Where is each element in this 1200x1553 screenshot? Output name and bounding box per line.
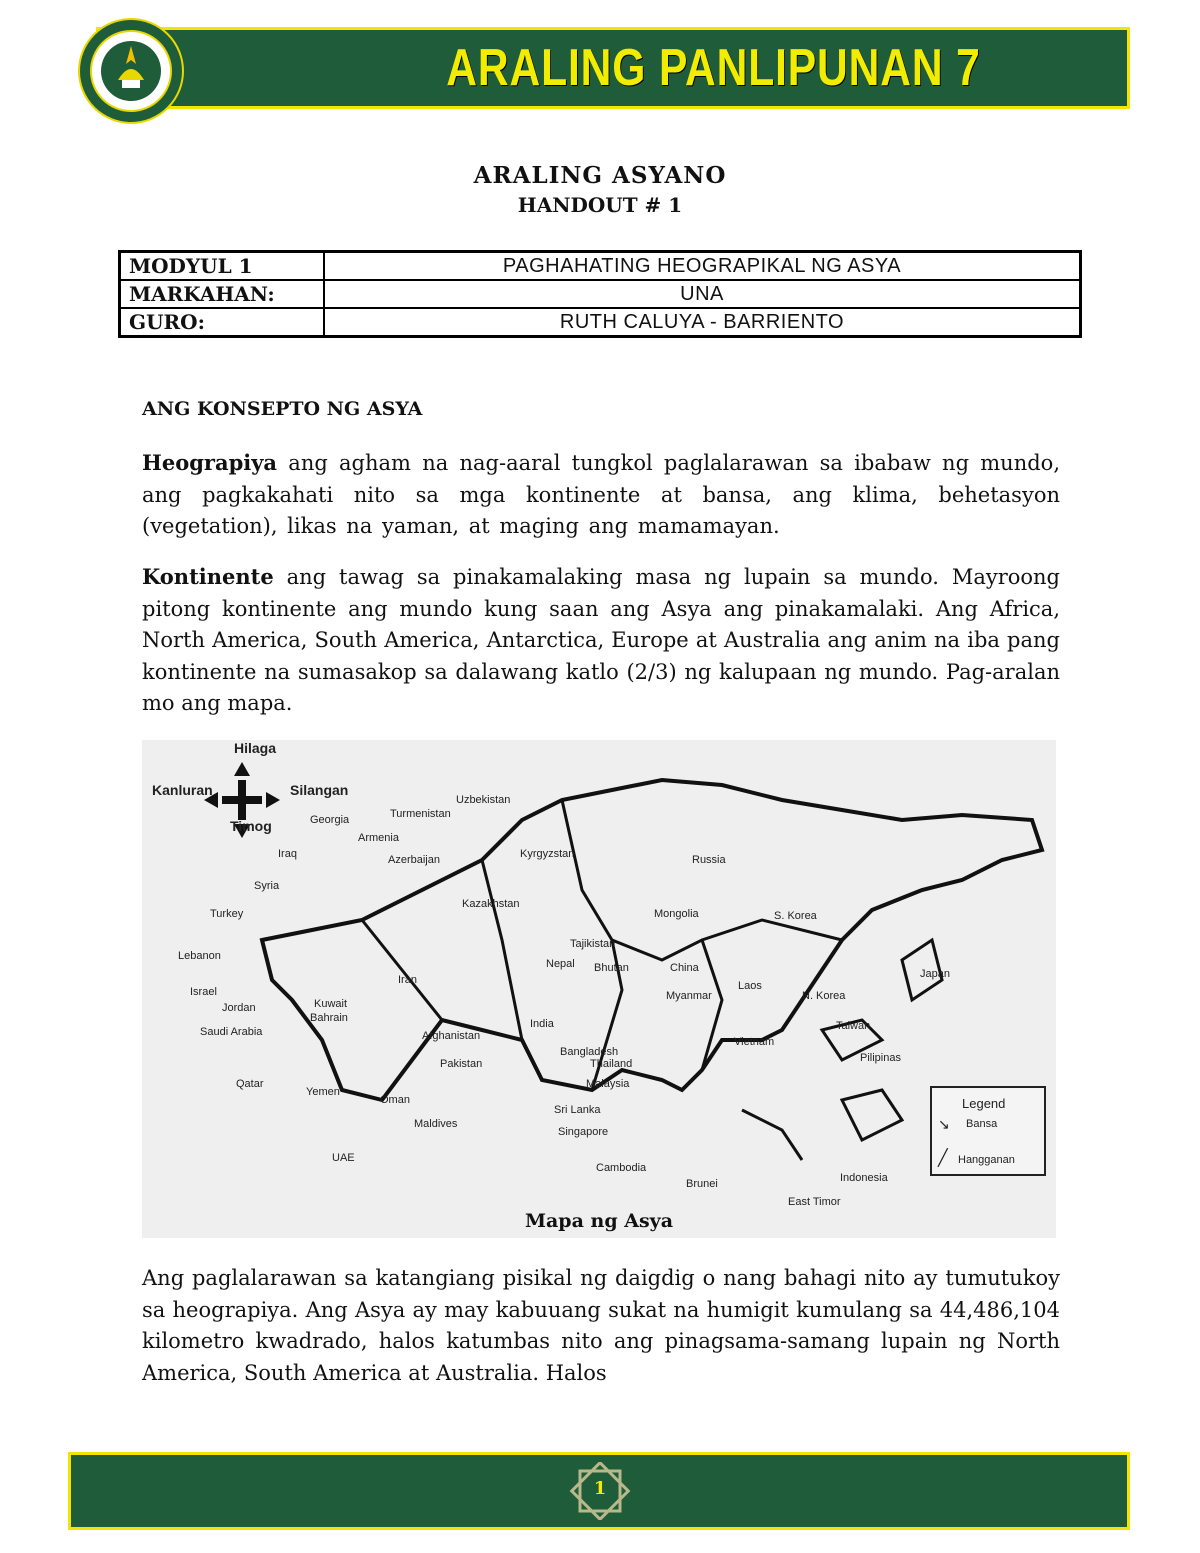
map-label: Bhutan: [594, 962, 629, 974]
map-label: Armenia: [358, 832, 399, 844]
map-label: Kazakhstan: [462, 898, 520, 910]
map-label: Afghanistan: [422, 1030, 481, 1042]
map-label: Taiwan: [836, 1020, 871, 1032]
map-label: Lebanon: [178, 950, 221, 962]
legend-item: Hangganan: [958, 1154, 1015, 1166]
table-row: [120, 252, 1081, 281]
map-label: Israel: [190, 986, 217, 998]
paragraph-text: ang tawag sa pinakamalaking masa ng lupain sa mundo. Mayroong pitong kontinente ang mundo kung saan ang Asya ang pinakamalaki. Ang Africa, North America, South America, Antarctica, Europe at Australia ang anim na iba pang kontinente na sumasakop sa dalawang katlo (2/3) ng kalupaan ng mundo. Pag-aralan mo ang mapa.: [142, 565, 1060, 715]
page-number: 1: [593, 1478, 607, 1499]
map-label: Nepal: [546, 958, 575, 970]
map-label: Pilipinas: [860, 1052, 901, 1064]
term-heograpiya: Heograpiya: [142, 450, 278, 475]
map-label: Bahrain: [310, 1012, 348, 1024]
school-logo: [78, 18, 184, 124]
map-label: Singapore: [558, 1126, 609, 1138]
map-label: Qatar: [236, 1078, 264, 1090]
paragraph-text: ang agham na nag-aaral tungkol paglalarawan sa ibabaw ng mundo, ang pagkakahati nito sa mga kontinente at bansa, ang klima, behetasyon (vegetation), likas na yaman, at maging ang mamamayan.: [142, 451, 1060, 538]
map-label: Vietnam: [734, 1036, 775, 1048]
map-label: Thailand: [590, 1058, 633, 1070]
map-label: India: [530, 1018, 554, 1030]
map-label: Sri Lanka: [554, 1104, 601, 1116]
map-label: Yemen: [306, 1086, 340, 1098]
map-label: Japan: [920, 968, 950, 980]
table-key: MODYUL 1: [120, 252, 325, 281]
map-label: Maldives: [414, 1118, 458, 1130]
compass-west: Kanluran: [152, 782, 213, 798]
table-value: PAGHAHATING HEOGRAPIKAL NG ASYA: [324, 252, 1081, 281]
compass-north: Hilaga: [234, 740, 277, 756]
map-label: Myanmar: [666, 990, 712, 1002]
map-label: Russia: [692, 854, 726, 866]
paragraph-heograpiya-asya: [142, 1263, 1060, 1389]
document-subtitle: HANDOUT # 1: [517, 193, 683, 217]
section-heading: ANG KONSEPTO NG ASYA: [142, 398, 423, 420]
table-value: UNA: [324, 280, 1081, 308]
map-label: S. Korea: [774, 910, 817, 922]
map-label: Turkey: [210, 908, 244, 920]
legend-item: Bansa: [966, 1118, 998, 1130]
table-row: [120, 308, 1081, 337]
compass-east: Silangan: [290, 782, 349, 798]
map-label: Turmenistan: [390, 808, 451, 820]
map-label: Uzbekistan: [456, 794, 511, 806]
paragraph-text: Ang paglalarawan sa katangiang pisikal ng daigdig o nang bahagi nito ay tumutukoy sa heograpiya. Ang Asya ay may kabuuang sukat na humigit kumulang sa 44,486,104 kilometro kwadrado, halos katumbas nito ang pinagsama-samang lupain ng North America, South America at Australia. Halos: [142, 1266, 1060, 1385]
map-label: Mongolia: [654, 908, 699, 920]
map-label: Brunei: [686, 1178, 718, 1190]
table-value: RUTH CALUYA - BARRIENTO: [324, 308, 1081, 337]
map-label: Syria: [254, 880, 280, 892]
paragraph-kontinente: [142, 561, 1060, 720]
map-label: East Timor: [788, 1196, 841, 1208]
map-label: Bangladesh: [560, 1046, 619, 1058]
map-label: Oman: [380, 1094, 410, 1106]
asia-map: [142, 740, 1056, 1238]
map-label: Georgia: [310, 814, 350, 826]
legend-title: Legend: [962, 1096, 1006, 1111]
header-banner: [96, 27, 1130, 109]
map-label: Kuwait: [314, 998, 348, 1010]
map-label: Tajikistan: [570, 938, 616, 950]
map-label: UAE: [332, 1152, 355, 1164]
map-label: Malaysia: [586, 1078, 630, 1090]
map-label: Iran: [398, 974, 417, 986]
map-label: Pakistan: [440, 1058, 483, 1070]
table-row: [120, 280, 1081, 308]
table-key: MARKAHAN:: [120, 280, 325, 308]
map-caption: Mapa ng Asya: [524, 1210, 674, 1232]
map-label: Indonesia: [840, 1172, 888, 1184]
header-title: ARALING PANLIPUNAN 7: [446, 39, 981, 97]
document-title: ARALING ASYANO: [473, 162, 727, 189]
map-label: Saudi Arabia: [200, 1026, 263, 1038]
map-label: Kyrgyzstan: [520, 848, 575, 860]
term-kontinente: Kontinente: [142, 564, 274, 589]
arrow-icon: ↘: [938, 1116, 950, 1132]
map-label: Laos: [738, 980, 762, 992]
map-label: N. Korea: [802, 990, 846, 1002]
map-label: Iraq: [278, 848, 297, 860]
map-label: Jordan: [222, 1002, 256, 1014]
map-label: Azerbaijan: [388, 854, 440, 866]
boundary-icon: ╱: [938, 1150, 948, 1167]
paragraph-heograpiya: [142, 447, 1060, 543]
map-label: Cambodia: [596, 1162, 647, 1174]
map-label: China: [670, 962, 699, 974]
table-key: GURO:: [120, 308, 325, 337]
compass-south: Timog: [230, 818, 272, 834]
module-info-table: [118, 250, 1082, 338]
map-legend: [930, 1086, 1046, 1176]
